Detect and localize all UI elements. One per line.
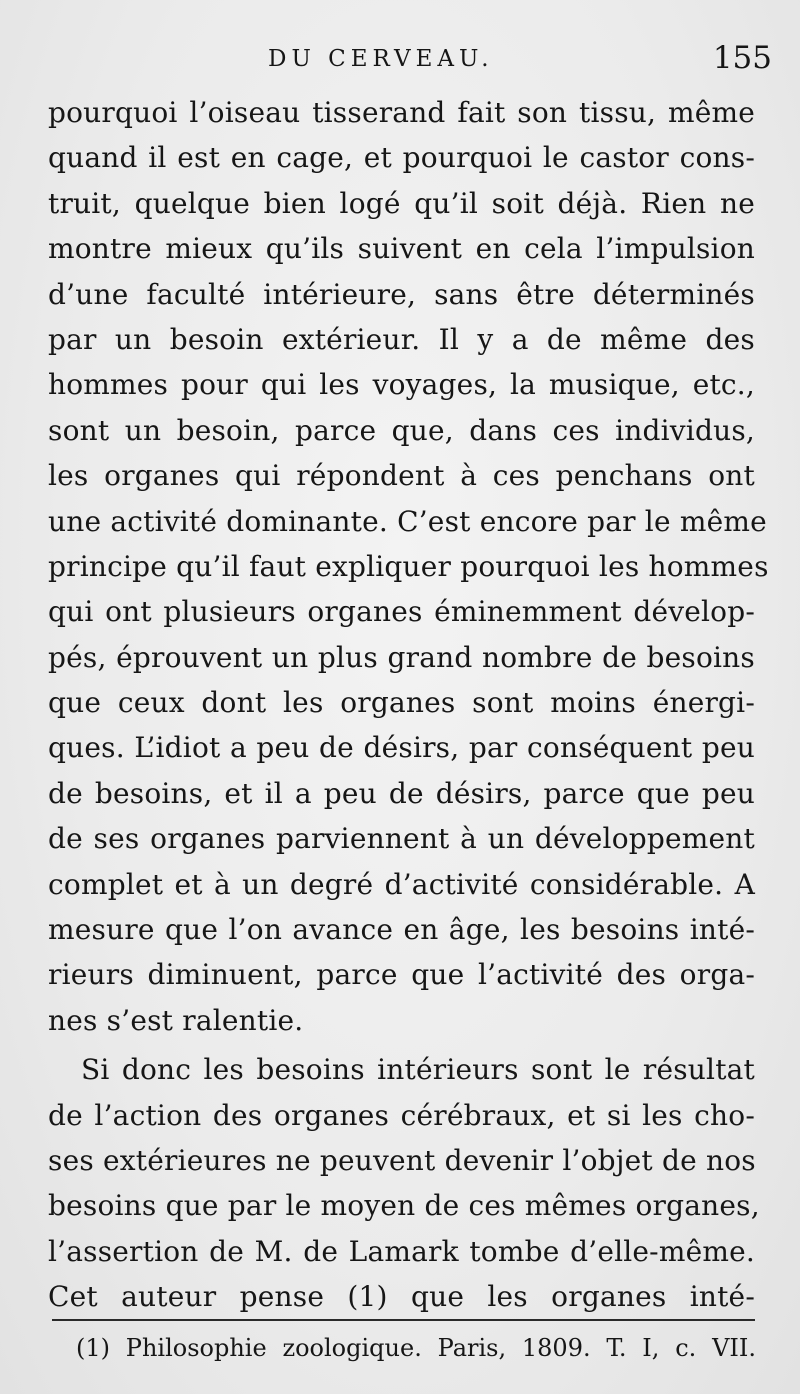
text-line: une activité dominante. C’est encore par le même xyxy=(48,504,767,538)
text-line: les organes qui répondent à ces penchans ont xyxy=(48,459,755,493)
body-text xyxy=(48,90,769,1320)
text-line: pourquoi l’oiseau tisserand fait son tissu, même xyxy=(48,96,755,129)
text-line: l’assertion de M. de Lamark tombe d’elle-même. xyxy=(48,1234,755,1268)
text-line: nes s’est ralentie. xyxy=(48,1003,304,1037)
text-line: quand il est en cage, et pourquoi le castor cons- xyxy=(48,141,755,175)
text-line: Si donc les besoins intérieurs sont le résultat xyxy=(81,1053,755,1087)
text-line: Cet auteur pense (1) que les organes inté- xyxy=(48,1280,755,1314)
running-head xyxy=(48,40,772,84)
text-line: pés, éprouvent un plus grand nombre de besoins xyxy=(48,640,755,674)
text-line: qui ont plusieurs organes éminemment dévelop- xyxy=(48,595,755,629)
text-line: mesure que l’on avance en âge, les besoins inté- xyxy=(48,913,755,947)
text-line: d’une faculté intérieure, sans être déterminés xyxy=(48,277,755,311)
text-line: de ses organes parviennent à un développement xyxy=(48,822,755,856)
text-line: sont un besoin, parce que, dans ces individus, xyxy=(48,413,755,447)
text-line: montre mieux qu’ils suivent en cela l’impulsion xyxy=(48,232,755,266)
footnote: (1) Philosophie zoologique. Paris, 1809. T. I, c. VII. xyxy=(76,1334,756,1362)
text-line: truit, quelque bien logé qu’il soit déjà. Rien ne xyxy=(48,186,755,220)
text-line: ses extérieures ne peuvent devenir l’objet de nos xyxy=(48,1143,756,1177)
text-line: que ceux dont les organes sont moins énergi- xyxy=(48,686,755,720)
text-line: ques. L’idiot a peu de désirs, par conséquent peu xyxy=(48,731,755,765)
text-line: hommes pour qui les voyages, la musique, etc., xyxy=(48,368,755,402)
text-line: par un besoin extérieur. Il y a de même des xyxy=(48,322,755,356)
text-line: besoins que par le moyen de ces mêmes organes, xyxy=(48,1189,760,1223)
footnote-rule xyxy=(52,1319,755,1321)
text-line: de besoins, et il a peu de désirs, parce que peu xyxy=(48,776,755,810)
text-line: rieurs diminuent, parce que l’activité des orga- xyxy=(48,958,755,992)
running-title: DU CERVEAU. xyxy=(268,46,494,72)
text-line: principe qu’il faut expliquer pourquoi les hommes xyxy=(48,549,769,583)
text-line: complet et à un degré d’activité considérable. A xyxy=(48,867,755,901)
page-number: 155 xyxy=(712,40,772,76)
text-line: de l’action des organes cérébraux, et si les cho- xyxy=(48,1098,755,1132)
